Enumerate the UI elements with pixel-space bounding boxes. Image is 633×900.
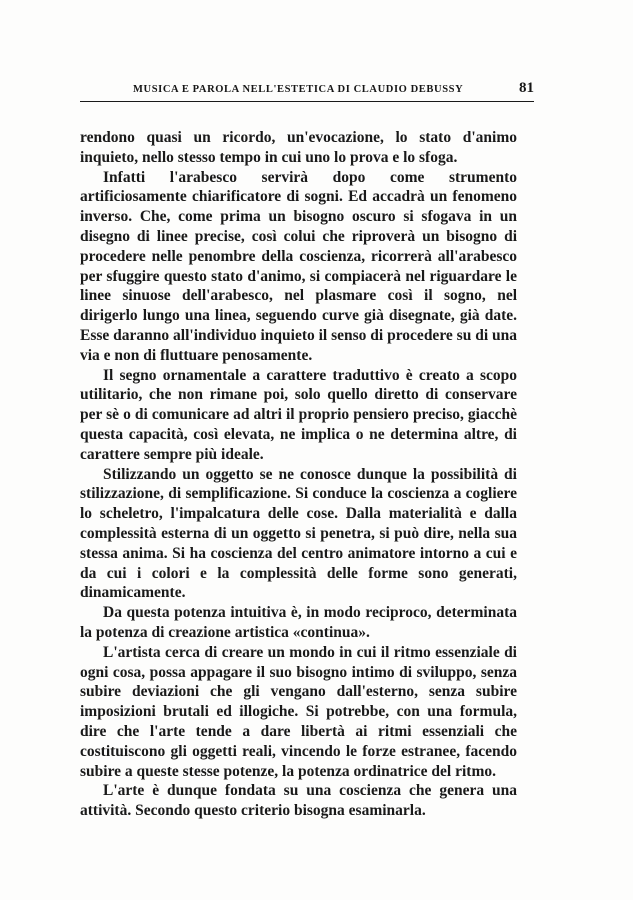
page-header [80,80,534,102]
paragraph-2: Infatti l'arabesco servirà dopo come strumento artificiosamente chiarificatore di sogni. Ed accadrà un fenomeno inverso. Che, come prima un bisogno oscuro si sfogava in un disegno di linee precise, così colui che riproverà un bisogno di procedere nelle penombre della coscienza, ricorrerà all'arabesco per sfuggire questo stato d'animo, si compiacerà nel riguardare le linee sinuose dell'arabesco, nel plasmare così il sogno, nel dirigerlo lungo una linea, seguendo curve già disegnate, già date. Esse daranno all'individuo inquieto il senso di procedere su di una via e non di fluttuare penosamente. [80,168,517,364]
paragraph-6: L'artista cerca di creare un mondo in cui il ritmo essenziale di ogni cosa, possa appagare il suo bisogno intimo di sviluppo, senza subire deviazioni che gli vengano dall'esterno, senza subire imposizioni brutali ed illogiche. Si potrebbe, con una formula, dire che l'arte tende a dare libertà ai ritmi essenziali che costituiscono gli oggetti reali, vincendo le forze estranee, facendo subire a queste stesse potenze, la potenza ordinatrice del ritmo. [80,643,517,780]
running-title: MUSICA E PAROLA NELL'ESTETICA DI CLAUDIO DEBUSSY [133,84,464,95]
paragraph-1: rendono quasi un ricordo, un'evocazione, lo stato d'animo inquieto, nello stesso tempo in cui uno lo prova e lo sfoga. [80,129,517,166]
header-rule [80,101,534,102]
paragraph-5: Da questa potenza intuitiva è, in modo reciproco, determinata la potenza di creazione artistica «continua». [80,604,517,641]
paragraph-4: Stilizzando un oggetto se ne conosce dunque la possibilità di stilizzazione, di semplificazione. Si conduce la coscienza a cogliere lo scheletro, l'impalcatura delle cose. Dalla materialità e dalla complessità esterna di un oggetto si penetra, si può dire, nella sua stessa anima. Si ha coscienza del centro animatore intorno a cui e da cui i colori e la complessità delle forme sono generati, dinamicamente. [80,465,517,602]
paragraph-7: L'arte è dunque fondata su una coscienza che genera una attività. Secondo questo criterio bisogna esaminarla. [80,782,517,820]
page-number: 81 [519,80,534,96]
main-text [80,128,517,821]
paragraph-3: Il segno ornamentale a carattere traduttivo è creato a scopo utilitario, che non rimane poi, solo quello diretto di conservare per sè o di comunicare ad altri il proprio pensiero preciso, giacchè questa capacità, così elevata, ne implica o ne determina altre, di carattere sempre più ideale. [80,366,517,463]
